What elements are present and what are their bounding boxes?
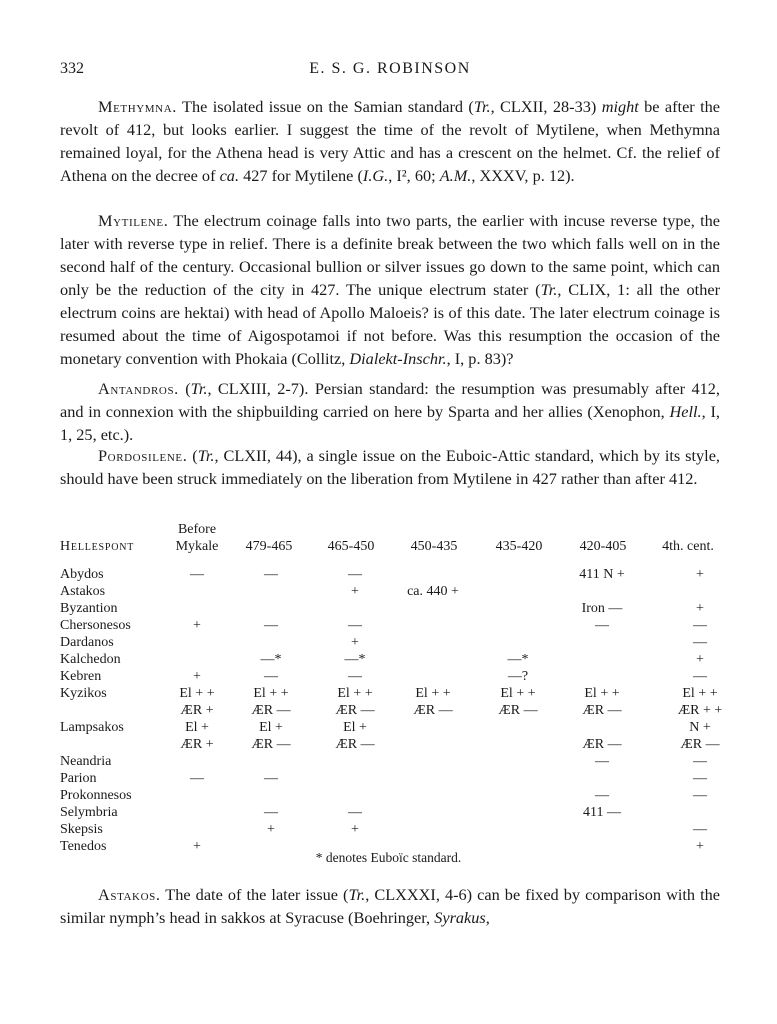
table-row-name: Neandria: [60, 754, 112, 769]
table-cell: ÆR —: [582, 703, 622, 718]
table-cell: El +: [259, 720, 283, 735]
paragraph-antandros: Antandros. (Tr., CLXIII, 2-7). Persian standard: the resumption was presumably after 412, and in connexion with the shipbuilding carried on here by Sparta and her allies (Xenophon, Hell., I, 1, 25, etc.).: [60, 379, 720, 444]
table-cell: +: [696, 839, 704, 854]
table-row-name: Prokonnesos: [60, 788, 132, 803]
page-number: 332: [60, 60, 84, 77]
table-cell: ca. 440 +: [407, 584, 459, 599]
running-head: E. S. G. ROBINSON: [309, 60, 471, 77]
table-cell: ÆR —: [413, 703, 453, 718]
table-cell: El + +: [337, 686, 373, 701]
table-cell: ÆR —: [582, 737, 622, 752]
column-header: 479-465: [245, 539, 293, 554]
table-row-name: Lampsakos: [60, 720, 124, 735]
table-cell: ÆR +: [180, 737, 214, 752]
table-row-name: Selymbria: [60, 805, 118, 820]
table-cell: —: [264, 669, 278, 684]
table-cell: —: [264, 618, 278, 633]
table-cell: —: [693, 771, 707, 786]
table-cell: —*: [344, 652, 366, 667]
column-header-before-1: Before: [177, 522, 217, 537]
table-cell: —: [348, 567, 362, 582]
table-cell: —: [693, 754, 707, 769]
paragraph-pordosilene: Pordosilene. (Tr., CLXII, 44), a single issue on the Euboic-Attic standard, which by its style, should have been struck immediately on the liberation from Mytilene in 427 rather than after 412.: [60, 446, 720, 488]
table-cell: —: [693, 788, 707, 803]
table-cell: —: [693, 635, 707, 650]
column-header: 450-435: [410, 539, 458, 554]
table-row-name: Parion: [60, 771, 97, 786]
table-cell: —: [595, 788, 609, 803]
table-cell: +: [267, 822, 275, 837]
table-cell: Ν +: [689, 720, 711, 735]
paragraph-mytilene: Mytilene. The electrum coinage falls into two parts, the earlier with incuse reverse type, the later with reverse type in relief. There is a definite break between the two which falls well on in the second half of the century. Occasional bullion or silver issues go down to the same point, which can only be the reduction of the city in 427. The unique electrum stater (Tr., CLIX, 1: all the other electrum coins are hektai) with head of Apollo Maloeis? is of this date. The later electrum coinage is resumed about the time of Aigospotamoi if not before. Was this resumption the occasion of the monetary convention with Phokaia (Collitz, Dialekt-Inschr., I, p. 83)?: [60, 211, 720, 368]
column-header-before-2: Mykale: [175, 539, 219, 554]
table-cell: —: [595, 754, 609, 769]
table-row-name: Astakos: [60, 584, 106, 599]
column-header: 420-405: [579, 539, 627, 554]
table-cell: —: [693, 618, 707, 633]
table-cell: +: [351, 584, 359, 599]
paragraph-astakos: Astakos. The date of the later issue (Tr., CLXXXI, 4-6) can be fixed by comparison with the similar nymph’s head in sakkos at Syracuse (Boehringer, Syrakus,: [60, 885, 720, 927]
table-cell: ÆR —: [251, 703, 291, 718]
table-cell: —: [693, 822, 707, 837]
paragraph-methymna: Methymna. The isolated issue on the Samian standard (Tr., CLXII, 28-33) might be after the revolt of 412, but looks earlier. I suggest the time of the revolt of Mytilene, when Methymna remained loyal, for the Athena head is very Attic and has a crescent on the helmet. Cf. the relief of Athena on the decree of ca. 427 for Mytilene (I.G., I², 60; A.M., XXXV, p. 12).: [60, 97, 721, 185]
table-cell: ÆR —: [680, 737, 720, 752]
table-footnote: * denotes Euboïc standard.: [315, 850, 462, 865]
table-cell: —?: [507, 669, 529, 684]
table-cell: El +: [185, 720, 209, 735]
column-header: 4th. cent.: [662, 539, 714, 554]
table-cell: +: [351, 822, 359, 837]
table-cell: —: [348, 669, 362, 684]
table-cell: +: [193, 839, 201, 854]
table-cell: ÆR —: [251, 737, 291, 752]
table-row-name: Kyzikos: [60, 686, 107, 701]
table-cell: —: [348, 618, 362, 633]
table-cell: —: [264, 805, 278, 820]
table-row-name: Skepsis: [60, 822, 103, 837]
table-row-name: Kebren: [60, 669, 102, 684]
table-cell: —: [693, 669, 707, 684]
table-cell: +: [193, 618, 201, 633]
table-cell: —: [348, 805, 362, 820]
table-cell: 411 Ν +: [579, 567, 625, 582]
table-cell: ÆR —: [335, 737, 375, 752]
table-row-name: Dardanos: [60, 635, 114, 650]
table-cell: El + +: [179, 686, 215, 701]
table-cell: —: [190, 567, 204, 582]
table-cell: +: [696, 652, 704, 667]
table-cell: El + +: [500, 686, 536, 701]
table-row-name: Byzantion: [60, 601, 118, 616]
table-cell: ÆR + +: [677, 703, 723, 718]
table-cell: —*: [507, 652, 529, 667]
table-cell: El + +: [584, 686, 620, 701]
table-row-name: Abydos: [60, 567, 104, 582]
table-cell: —: [190, 771, 204, 786]
table-cell: El +: [343, 720, 367, 735]
table-row-name: Kalchedon: [60, 652, 121, 667]
column-header: 465-450: [327, 539, 375, 554]
table-cell: ÆR —: [335, 703, 375, 718]
table-cell: 411 —: [583, 805, 621, 820]
table-cell: El + +: [253, 686, 289, 701]
table-cell: +: [351, 635, 359, 650]
table-cell: +: [696, 601, 704, 616]
table-row-name: Chersonesos: [60, 618, 131, 633]
table-cell: ÆR —: [498, 703, 538, 718]
table-cell: ÆR +: [180, 703, 214, 718]
table-row-name: Tenedos: [60, 839, 107, 854]
table-cell: Iron —: [581, 601, 623, 616]
table-cell: +: [696, 567, 704, 582]
table-cell: —*: [260, 652, 282, 667]
table-cell: —: [264, 567, 278, 582]
table-cell: El + +: [682, 686, 718, 701]
table-cell: —: [595, 618, 609, 633]
column-header: 435-420: [495, 539, 543, 554]
table-cell: +: [193, 669, 201, 684]
table-cell: —: [264, 771, 278, 786]
table-region-header: Hellespont: [60, 539, 135, 554]
table-cell: El + +: [415, 686, 451, 701]
